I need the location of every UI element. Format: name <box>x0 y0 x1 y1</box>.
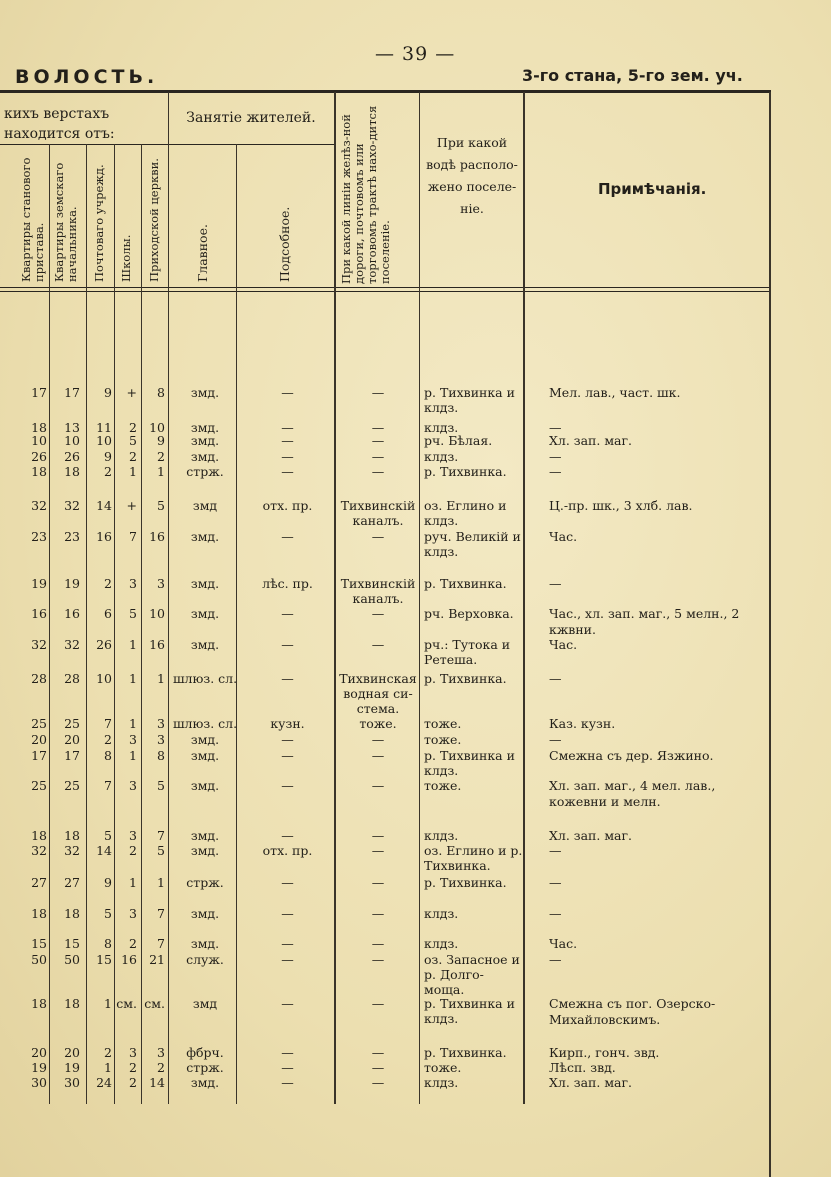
cell-main: фбрч. <box>186 1045 224 1060</box>
cell-main: служ. <box>186 952 224 967</box>
cell-water: тоже. <box>424 1060 462 1075</box>
cell-aux: — <box>281 1075 294 1090</box>
cell-d5: 8 <box>157 748 165 763</box>
cell-note: Мел. лав., част. шк. <box>549 385 681 400</box>
cell-water: р. Тихвинка. <box>424 671 507 686</box>
cell-main: стрж. <box>186 875 224 890</box>
cell-water: р. Тихвинка и клдз. <box>424 996 515 1026</box>
distance-group-header: кихъ верстахъ находится отъ: <box>4 106 115 142</box>
cell-d2: 15 <box>64 936 80 951</box>
table-row <box>0 1075 831 1091</box>
cell-road: — <box>371 529 385 544</box>
cell-main: змд. <box>190 529 220 544</box>
cell-d4: 2 <box>129 1060 137 1075</box>
cell-d3: 16 <box>96 529 112 544</box>
cell-road: — <box>371 936 385 951</box>
table-row <box>0 449 831 465</box>
cell-d3: 14 <box>96 843 112 858</box>
cell-note: Час. <box>549 637 578 652</box>
cell-aux: — <box>281 936 294 951</box>
cell-aux: — <box>281 732 294 747</box>
cell-main: змд. <box>190 843 220 858</box>
cell-note: Каз. кузн. <box>549 716 616 731</box>
table-row <box>0 498 831 528</box>
cell-d1: 23 <box>31 529 47 544</box>
cell-water: р. Тихвинка и клдз. <box>424 748 515 778</box>
cell-road: — <box>371 843 385 858</box>
cell-d5: 8 <box>157 385 165 400</box>
table-row <box>0 1045 831 1061</box>
cell-main: змд. <box>190 606 220 621</box>
cell-d5: см. <box>144 996 165 1011</box>
cell-water: рч.: Тутока и Ретеша. <box>424 637 511 667</box>
cell-aux: — <box>281 637 294 652</box>
cell-d2: 26 <box>64 449 80 464</box>
cell-water: клдз. <box>424 906 459 921</box>
table-row <box>0 576 831 606</box>
cell-d4: 1 <box>129 875 137 890</box>
table-row <box>0 996 831 1027</box>
cell-d3: 8 <box>104 936 112 951</box>
cell-d4: 3 <box>129 732 137 747</box>
stan-heading: 3-го стана, 5-го зем. уч. <box>522 66 743 85</box>
cell-d2: 20 <box>64 732 80 747</box>
cell-d2: 20 <box>64 1045 80 1060</box>
cell-note: — <box>549 671 562 686</box>
cell-water: тоже. <box>424 732 462 747</box>
cell-road: — <box>371 637 385 652</box>
cell-road: — <box>371 906 385 921</box>
cell-d1: 18 <box>31 464 47 479</box>
cell-road: — <box>371 1075 385 1090</box>
cell-note: — <box>549 732 562 747</box>
cell-d5: 14 <box>149 1075 165 1090</box>
cell-road: — <box>371 1060 385 1075</box>
cell-water: клдз. <box>424 936 459 951</box>
cell-water: руч. Великій и клдз. <box>424 529 521 559</box>
cell-d5: 3 <box>157 576 165 591</box>
table-row <box>0 671 831 716</box>
table-row <box>0 875 831 891</box>
table-row <box>0 732 831 748</box>
cell-d4: 16 <box>121 952 137 967</box>
cell-d1: 32 <box>31 843 47 858</box>
cell-note: Смежна съ дер. Язжино. <box>549 748 714 763</box>
cell-d1: 15 <box>31 936 47 951</box>
cell-d4: 1 <box>129 464 137 479</box>
table-right-border <box>769 92 771 1177</box>
table-row <box>0 936 831 952</box>
cell-note: Хл. зап. маг. <box>549 433 633 448</box>
cell-d4: + <box>126 498 137 513</box>
cell-main: змд. <box>190 732 220 747</box>
cell-main: змд. <box>190 748 220 763</box>
cell-d4: 2 <box>129 843 137 858</box>
cell-note: Кирп., гонч. звд. <box>549 1045 660 1060</box>
cell-road: тоже. <box>359 716 397 731</box>
cell-road: — <box>371 385 385 400</box>
col-header-post: Почтоваго учрежд. <box>92 164 106 282</box>
cell-d1: 16 <box>31 606 47 621</box>
cell-d4: 5 <box>129 433 137 448</box>
cell-d2: 27 <box>64 875 80 890</box>
cell-main: стрж. <box>186 464 224 479</box>
cell-d3: 5 <box>104 906 112 921</box>
cell-note: — <box>549 875 562 890</box>
cell-water: оз. Запасное и р. Долго-моща. <box>424 952 520 997</box>
cell-d4: 7 <box>129 529 137 544</box>
cell-d4: 3 <box>129 828 137 843</box>
cell-note: — <box>549 449 562 464</box>
cell-water: р. Тихвинка. <box>424 1045 507 1060</box>
cell-d4: 2 <box>129 936 137 951</box>
cell-d5: 10 <box>149 606 165 621</box>
cell-d3: 5 <box>104 828 112 843</box>
cell-road: — <box>371 875 385 890</box>
table-row <box>0 464 831 480</box>
cell-aux: отх. пр. <box>262 498 313 513</box>
cell-aux: — <box>281 906 294 921</box>
cell-d1: 32 <box>31 498 47 513</box>
cell-water: р. Тихвинка и клдз. <box>424 385 515 415</box>
col-header-stanovoy: Квартиры станового пристава. <box>19 157 46 282</box>
cell-d1: 18 <box>31 996 47 1011</box>
cell-note: Час. <box>549 529 578 544</box>
table-row <box>0 1060 831 1076</box>
page-number: — 39 — <box>375 43 456 65</box>
cell-d1: 17 <box>31 385 47 400</box>
cell-aux: отх. пр. <box>262 843 313 858</box>
cell-d2: 32 <box>64 498 80 513</box>
cell-d5: 21 <box>149 952 165 967</box>
cell-note: — <box>549 843 562 858</box>
cell-main: змд. <box>190 906 220 921</box>
cell-road: — <box>371 828 385 843</box>
cell-note: — <box>549 952 562 967</box>
cell-d4: 1 <box>129 671 137 686</box>
cell-d5: 16 <box>149 637 165 652</box>
col-header-church: Приходской церкви. <box>147 158 161 282</box>
cell-d3: 10 <box>96 433 112 448</box>
cell-d1: 32 <box>31 637 47 652</box>
cell-d5: 5 <box>157 843 165 858</box>
table-row <box>0 716 831 732</box>
cell-d5: 3 <box>157 1045 165 1060</box>
cell-d1: 17 <box>31 748 47 763</box>
cell-main: змд. <box>190 449 220 464</box>
cell-water: клдз. <box>424 1075 459 1090</box>
cell-aux: — <box>281 385 294 400</box>
table-row <box>0 828 831 844</box>
cell-note: — <box>549 906 562 921</box>
cell-aux: — <box>281 420 294 435</box>
cell-d1: 26 <box>31 449 47 464</box>
cell-aux: — <box>281 433 294 448</box>
cell-d1: 19 <box>31 576 47 591</box>
cell-d3: 2 <box>104 732 112 747</box>
cell-d1: 50 <box>31 952 47 967</box>
cell-note: Час., хл. зап. маг., 5 мелн., 2 кжвни. <box>549 606 740 637</box>
cell-main: змд. <box>190 433 220 448</box>
cell-water: клдз. <box>424 420 459 435</box>
cell-d1: 27 <box>31 875 47 890</box>
cell-road: Тихвинскій каналъ. <box>340 498 416 528</box>
occupation-group-rule <box>166 144 334 145</box>
table-row <box>0 778 831 809</box>
cell-d5: 7 <box>157 906 165 921</box>
cell-water: рч. Верховка. <box>424 606 514 621</box>
cell-d5: 3 <box>157 732 165 747</box>
cell-d3: 2 <box>104 576 112 591</box>
cell-main: змд. <box>190 420 220 435</box>
table-row <box>0 529 831 559</box>
cell-road: — <box>371 464 385 479</box>
table-row <box>0 748 831 778</box>
cell-main: змд. <box>190 385 220 400</box>
cell-d3: 9 <box>104 875 112 890</box>
col-header-aux: Подсобное. <box>277 206 292 282</box>
cell-aux: — <box>281 464 294 479</box>
cell-aux: кузн. <box>270 716 305 731</box>
cell-d2: 19 <box>64 576 80 591</box>
cell-d3: 2 <box>104 1045 112 1060</box>
cell-d4: 1 <box>129 748 137 763</box>
cell-aux: — <box>281 996 294 1011</box>
cell-water: оз. Еглино и клдз. <box>424 498 507 528</box>
cell-d2: 19 <box>64 1060 80 1075</box>
cell-d4: см. <box>116 996 137 1011</box>
cell-d1: 18 <box>31 420 47 435</box>
cell-d3: 7 <box>104 778 112 793</box>
cell-aux: — <box>281 449 294 464</box>
cell-main: змд <box>192 498 218 513</box>
cell-road: — <box>371 449 385 464</box>
cell-main: змд. <box>190 778 220 793</box>
cell-aux: — <box>281 606 294 621</box>
cell-road: Тихвинская водная си-стема. <box>339 671 417 716</box>
cell-aux: — <box>281 748 294 763</box>
cell-d1: 19 <box>31 1060 47 1075</box>
cell-d2: 18 <box>64 906 80 921</box>
cell-d1: 28 <box>31 671 47 686</box>
cell-main: шлюз. сл. <box>172 671 238 686</box>
table-row <box>0 843 831 873</box>
cell-water: р. Тихвинка. <box>424 464 507 479</box>
cell-d2: 13 <box>64 420 80 435</box>
cell-d2: 18 <box>64 828 80 843</box>
cell-d2: 28 <box>64 671 80 686</box>
cell-d2: 30 <box>64 1075 80 1090</box>
cell-note: Лѣсп. звд. <box>549 1060 616 1075</box>
col-header-school: Школы. <box>119 234 133 282</box>
cell-d2: 18 <box>64 464 80 479</box>
cell-d3: 1 <box>104 1060 112 1075</box>
cell-road: — <box>371 952 385 967</box>
cell-d4: 3 <box>129 778 137 793</box>
cell-note: Ц.-пр. шк., 3 хлб. лав. <box>549 498 693 513</box>
cell-d3: 9 <box>104 449 112 464</box>
cell-main: змд. <box>190 576 220 591</box>
cell-d3: 10 <box>96 671 112 686</box>
cell-water: оз. Еглино и р. Тихвинка. <box>424 843 523 873</box>
cell-d3: 8 <box>104 748 112 763</box>
cell-d3: 11 <box>96 420 112 435</box>
cell-d2: 32 <box>64 637 80 652</box>
cell-d1: 18 <box>31 906 47 921</box>
cell-note: — <box>549 420 562 435</box>
cell-main: змд. <box>190 1075 220 1090</box>
cell-d2: 17 <box>64 385 80 400</box>
cell-d2: 10 <box>64 433 80 448</box>
cell-aux: — <box>281 778 294 793</box>
occupation-group-header: Занятіе жителей. <box>186 110 316 126</box>
cell-d3: 9 <box>104 385 112 400</box>
table-top-rule <box>0 90 771 93</box>
cell-d5: 1 <box>157 671 165 686</box>
cell-main: змд. <box>190 936 220 951</box>
cell-d2: 25 <box>64 716 80 731</box>
cell-d2: 17 <box>64 748 80 763</box>
cell-road: — <box>371 748 385 763</box>
cell-road: — <box>371 606 385 621</box>
cell-d5: 7 <box>157 828 165 843</box>
col-header-notes: Примѣчанія. <box>598 180 707 198</box>
header-bottom-rule <box>0 287 771 288</box>
cell-water: тоже. <box>424 716 462 731</box>
cell-main: змд <box>192 996 218 1011</box>
cell-d4: 2 <box>129 1075 137 1090</box>
header-bottom-rule-2 <box>0 291 771 292</box>
cell-d2: 25 <box>64 778 80 793</box>
cell-d3: 26 <box>96 637 112 652</box>
cell-aux: — <box>281 671 294 686</box>
cell-main: змд. <box>190 637 220 652</box>
cell-d2: 16 <box>64 606 80 621</box>
cell-d3: 2 <box>104 464 112 479</box>
cell-water: р. Тихвинка. <box>424 576 507 591</box>
cell-d4: 2 <box>129 420 137 435</box>
table-row <box>0 433 831 449</box>
cell-d1: 18 <box>31 828 47 843</box>
cell-water: тоже. <box>424 778 462 793</box>
cell-d5: 10 <box>149 420 165 435</box>
cell-d1: 20 <box>31 1045 47 1060</box>
cell-water: рч. Бѣлая. <box>424 433 493 448</box>
cell-road: Тихвинскій каналъ. <box>340 576 416 606</box>
cell-aux: — <box>281 828 294 843</box>
cell-water: клдз. <box>424 449 459 464</box>
cell-d4: 5 <box>129 606 137 621</box>
cell-road: — <box>371 778 385 793</box>
cell-main: шлюз. сл. <box>172 716 238 731</box>
cell-d4: 1 <box>129 716 137 731</box>
cell-aux: лѣс. пр. <box>262 576 313 591</box>
cell-aux: — <box>281 529 294 544</box>
cell-road: — <box>371 732 385 747</box>
table-row <box>0 906 831 922</box>
col-header-main: Главное. <box>195 224 210 282</box>
cell-d2: 18 <box>64 996 80 1011</box>
cell-note: Хл. зап. маг. <box>549 828 633 843</box>
cell-d5: 2 <box>157 449 165 464</box>
cell-d5: 9 <box>157 433 165 448</box>
table-row <box>0 637 831 667</box>
cell-note: Хл. зап. маг., 4 мел. лав., кожевни и мелн. <box>549 778 716 809</box>
cell-d1: 25 <box>31 778 47 793</box>
cell-d1: 20 <box>31 732 47 747</box>
cell-d5: 5 <box>157 778 165 793</box>
cell-d5: 5 <box>157 498 165 513</box>
cell-note: Хл. зап. маг. <box>549 1075 633 1090</box>
cell-d3: 6 <box>104 606 112 621</box>
cell-note: — <box>549 576 562 591</box>
cell-note: Час. <box>549 936 578 951</box>
cell-d4: 3 <box>129 576 137 591</box>
cell-d4: + <box>126 385 137 400</box>
cell-road: — <box>371 420 385 435</box>
cell-d1: 25 <box>31 716 47 731</box>
cell-d3: 15 <box>96 952 112 967</box>
cell-road: — <box>371 1045 385 1060</box>
cell-d5: 2 <box>157 1060 165 1075</box>
cell-note: — <box>549 464 562 479</box>
cell-aux: — <box>281 1060 294 1075</box>
cell-aux: — <box>281 952 294 967</box>
cell-d4: 2 <box>129 449 137 464</box>
col-header-road: При какой линіи желѣз-ной дороги, почтовомъ или торговомъ трактѣ нахо-дится поселеніе. <box>339 105 392 284</box>
volost-heading: ВОЛОСТЬ. <box>15 66 159 88</box>
cell-d3: 24 <box>96 1075 112 1090</box>
cell-water: р. Тихвинка. <box>424 875 507 890</box>
cell-d1: 30 <box>31 1075 47 1090</box>
col-header-zemsky: Квартиры земскаго начальника. <box>52 162 79 282</box>
cell-d5: 1 <box>157 464 165 479</box>
cell-d5: 1 <box>157 875 165 890</box>
table-row <box>0 952 831 997</box>
table-row <box>0 385 831 415</box>
cell-d2: 32 <box>64 843 80 858</box>
cell-main: змд. <box>190 828 220 843</box>
cell-d2: 23 <box>64 529 80 544</box>
cell-d3: 7 <box>104 716 112 731</box>
cell-road: — <box>371 996 385 1011</box>
cell-d5: 3 <box>157 716 165 731</box>
cell-aux: — <box>281 875 294 890</box>
cell-road: — <box>371 433 385 448</box>
cell-d3: 1 <box>104 996 112 1011</box>
cell-d1: 10 <box>31 433 47 448</box>
cell-water: клдз. <box>424 828 459 843</box>
cell-aux: — <box>281 1045 294 1060</box>
cell-d5: 7 <box>157 936 165 951</box>
cell-d4: 3 <box>129 1045 137 1060</box>
cell-main: стрж. <box>186 1060 224 1075</box>
table-row <box>0 606 831 637</box>
cell-d4: 1 <box>129 637 137 652</box>
col-header-water: При какой водѣ располо-жено поселе-ніе. <box>426 135 518 216</box>
cell-d3: 14 <box>96 498 112 513</box>
cell-d4: 3 <box>129 906 137 921</box>
cell-note: Смежна съ пог. Озерско-Михайловскимъ. <box>549 996 716 1027</box>
cell-d2: 50 <box>64 952 80 967</box>
cell-d5: 16 <box>149 529 165 544</box>
